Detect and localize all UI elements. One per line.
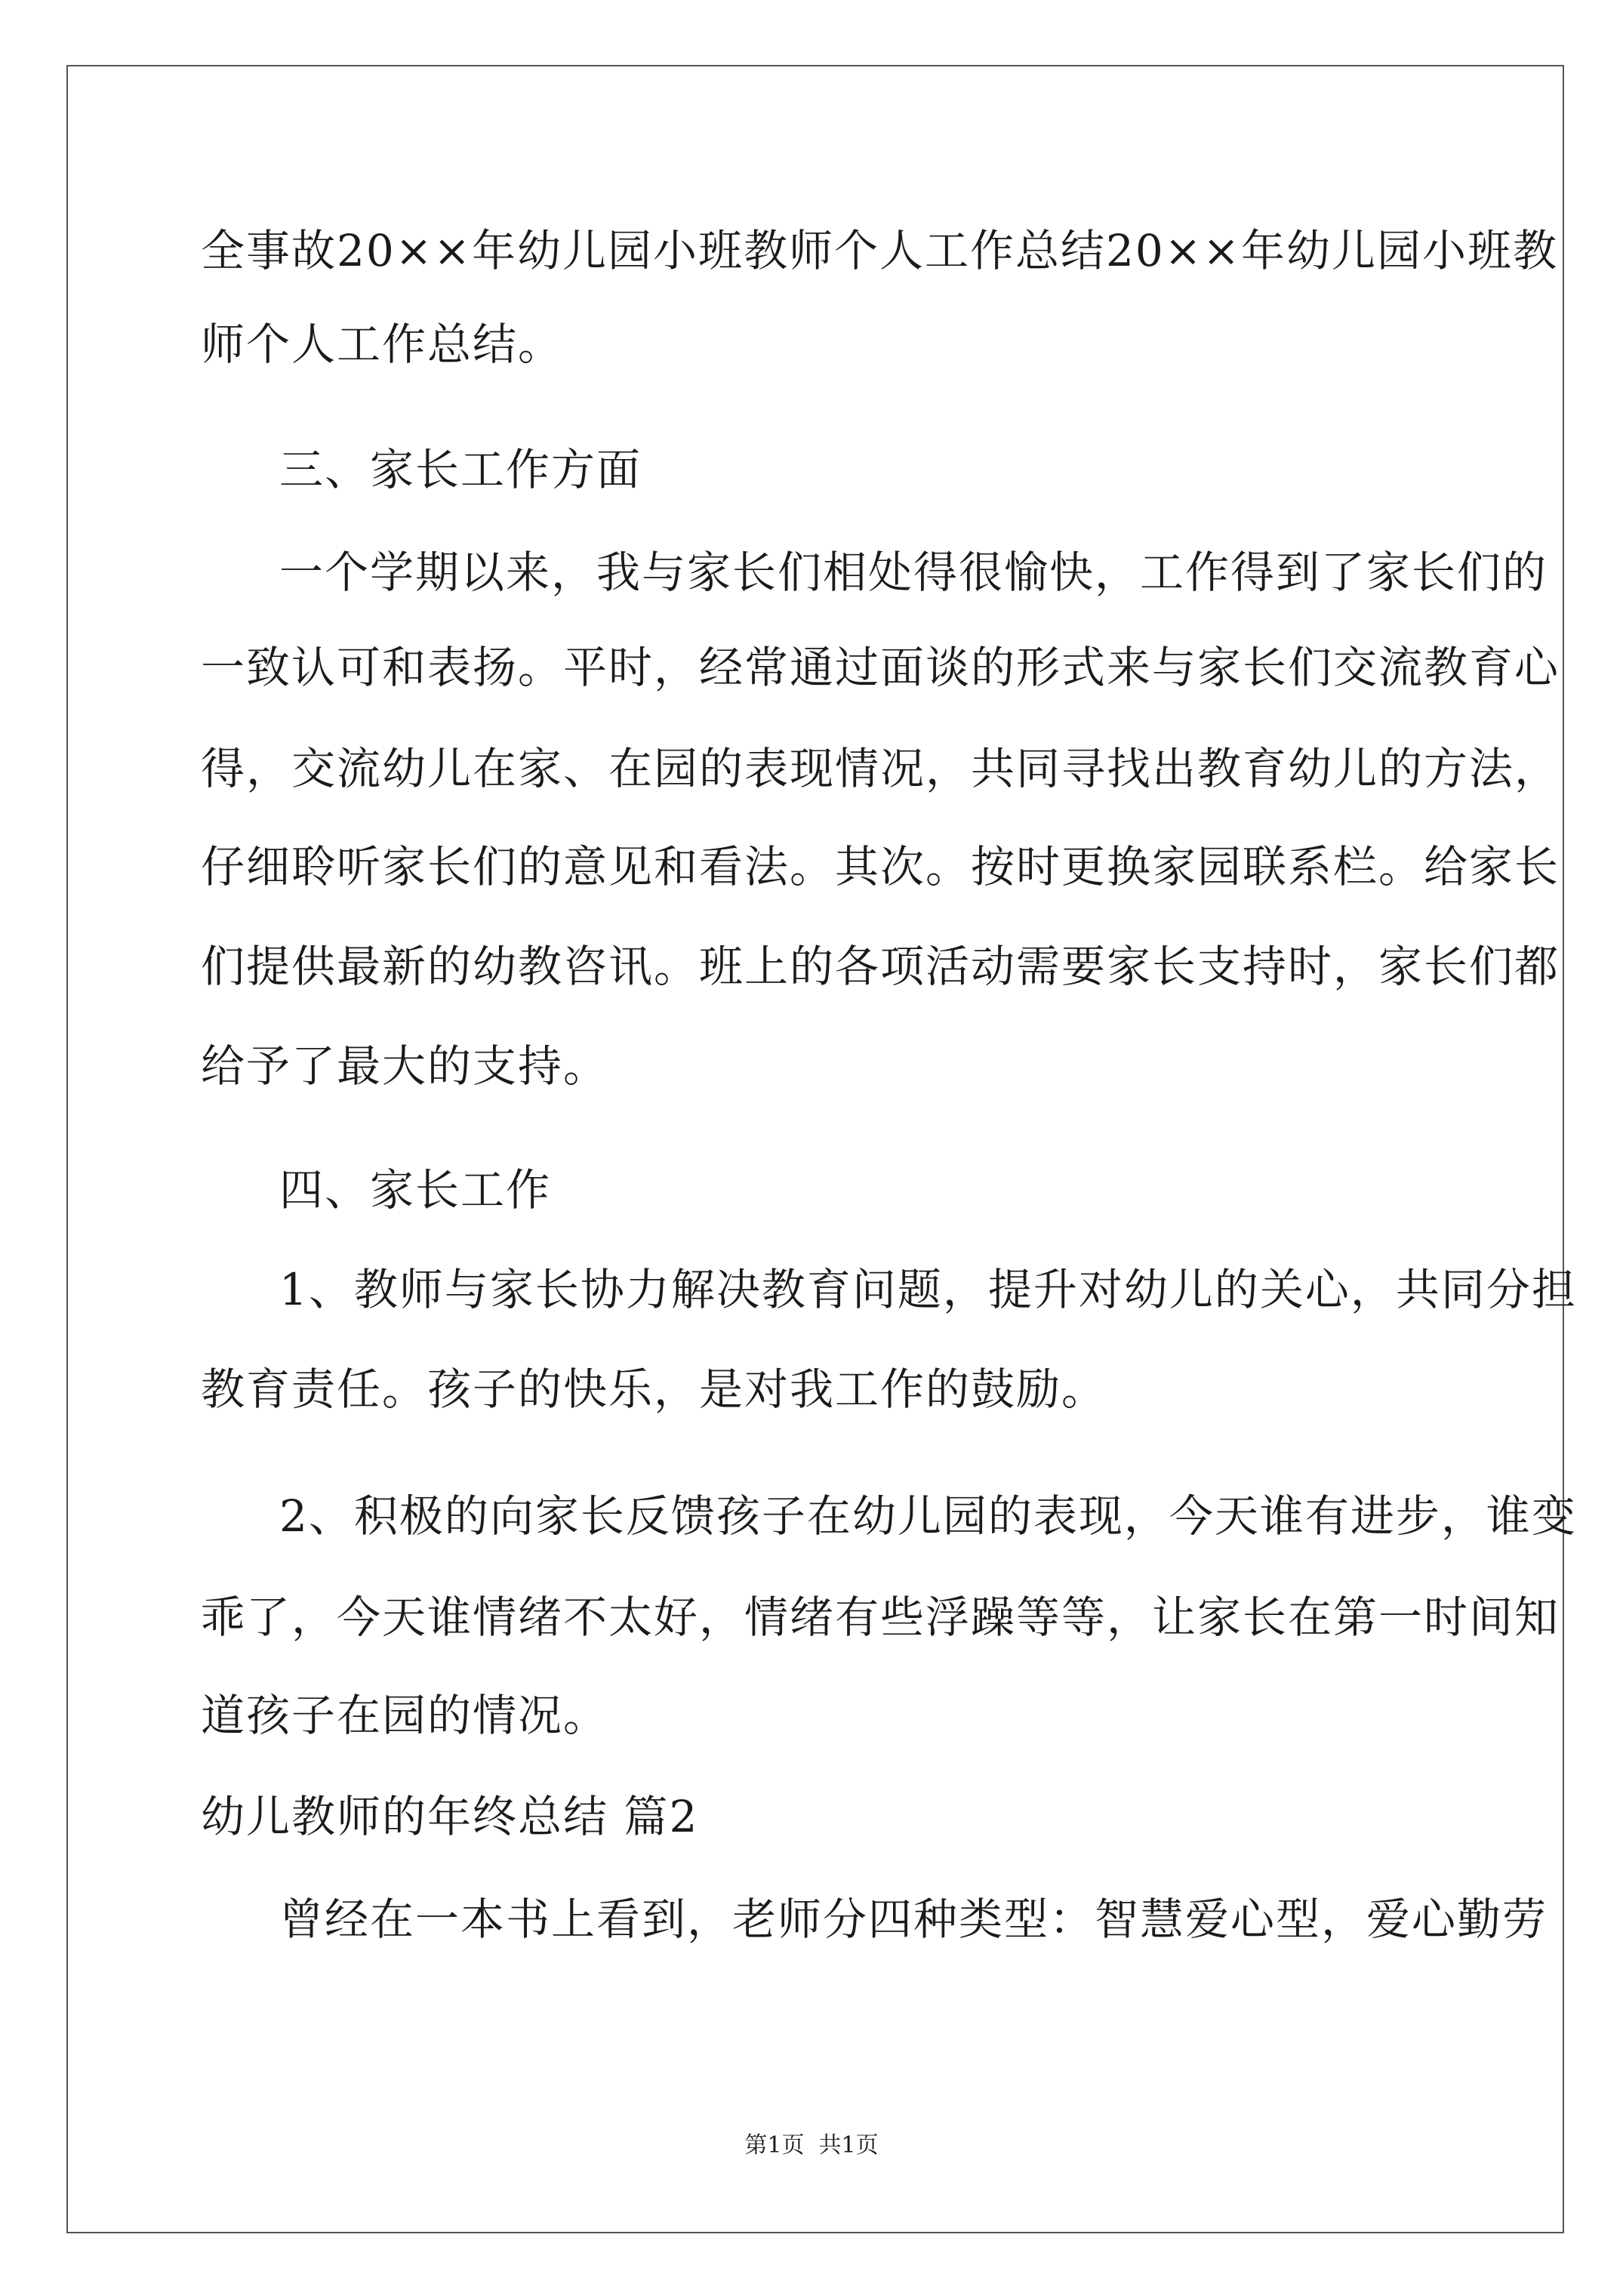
paragraph-line: 得，交流幼儿在家、在园的表现情况，共同寻找出教育幼儿的方法，: [201, 743, 1560, 794]
section-heading: 三、家长工作方面: [279, 444, 642, 495]
paragraph-line: 教育责任。孩子的快乐，是对我工作的鼓励。: [201, 1364, 1107, 1415]
paragraph-line: 乖了，今天谁情绪不太好，情绪有些浮躁等等，让家长在第一时间知: [201, 1592, 1560, 1643]
paragraph-line: 一致认可和表扬。平时，经常通过面谈的形式来与家长们交流教育心: [201, 642, 1560, 693]
paragraph-line: 道孩子在园的情况。: [201, 1690, 609, 1741]
paragraph-line: 仔细聆听家长们的意见和看法。其次。按时更换家园联系栏。给家长: [201, 841, 1560, 892]
paragraph-line: 曾经在一本书上看到，老师分四种类型：智慧爱心型，爱心勤劳: [279, 1894, 1548, 1945]
paragraph-line: 2、积极的向家长反馈孩子在幼儿园的表现，今天谁有进步，谁变: [279, 1490, 1577, 1542]
paragraph-line: 一个学期以来，我与家长们相处得很愉快，工作得到了家长们的: [279, 547, 1548, 598]
paragraph-line: 1、教师与家长协力解决教育问题，提升对幼儿的关心，共同分担: [279, 1264, 1577, 1315]
paragraph-line: 们提供最新的幼教咨讯。班上的各项活动需要家长支持时，家长们都: [201, 941, 1560, 992]
text-line: 师个人工作总结。: [201, 319, 564, 370]
paragraph-line: 给予了最大的支持。: [201, 1040, 609, 1092]
section-heading: 四、家长工作: [279, 1164, 552, 1216]
article-title: 幼儿教师的年终总结 篇2: [201, 1791, 699, 1842]
text-line: 全事故20××年幼儿园小班教师个人工作总结20××年幼儿园小班教: [201, 225, 1558, 276]
page-number: 第1页 共1页: [744, 2132, 879, 2159]
